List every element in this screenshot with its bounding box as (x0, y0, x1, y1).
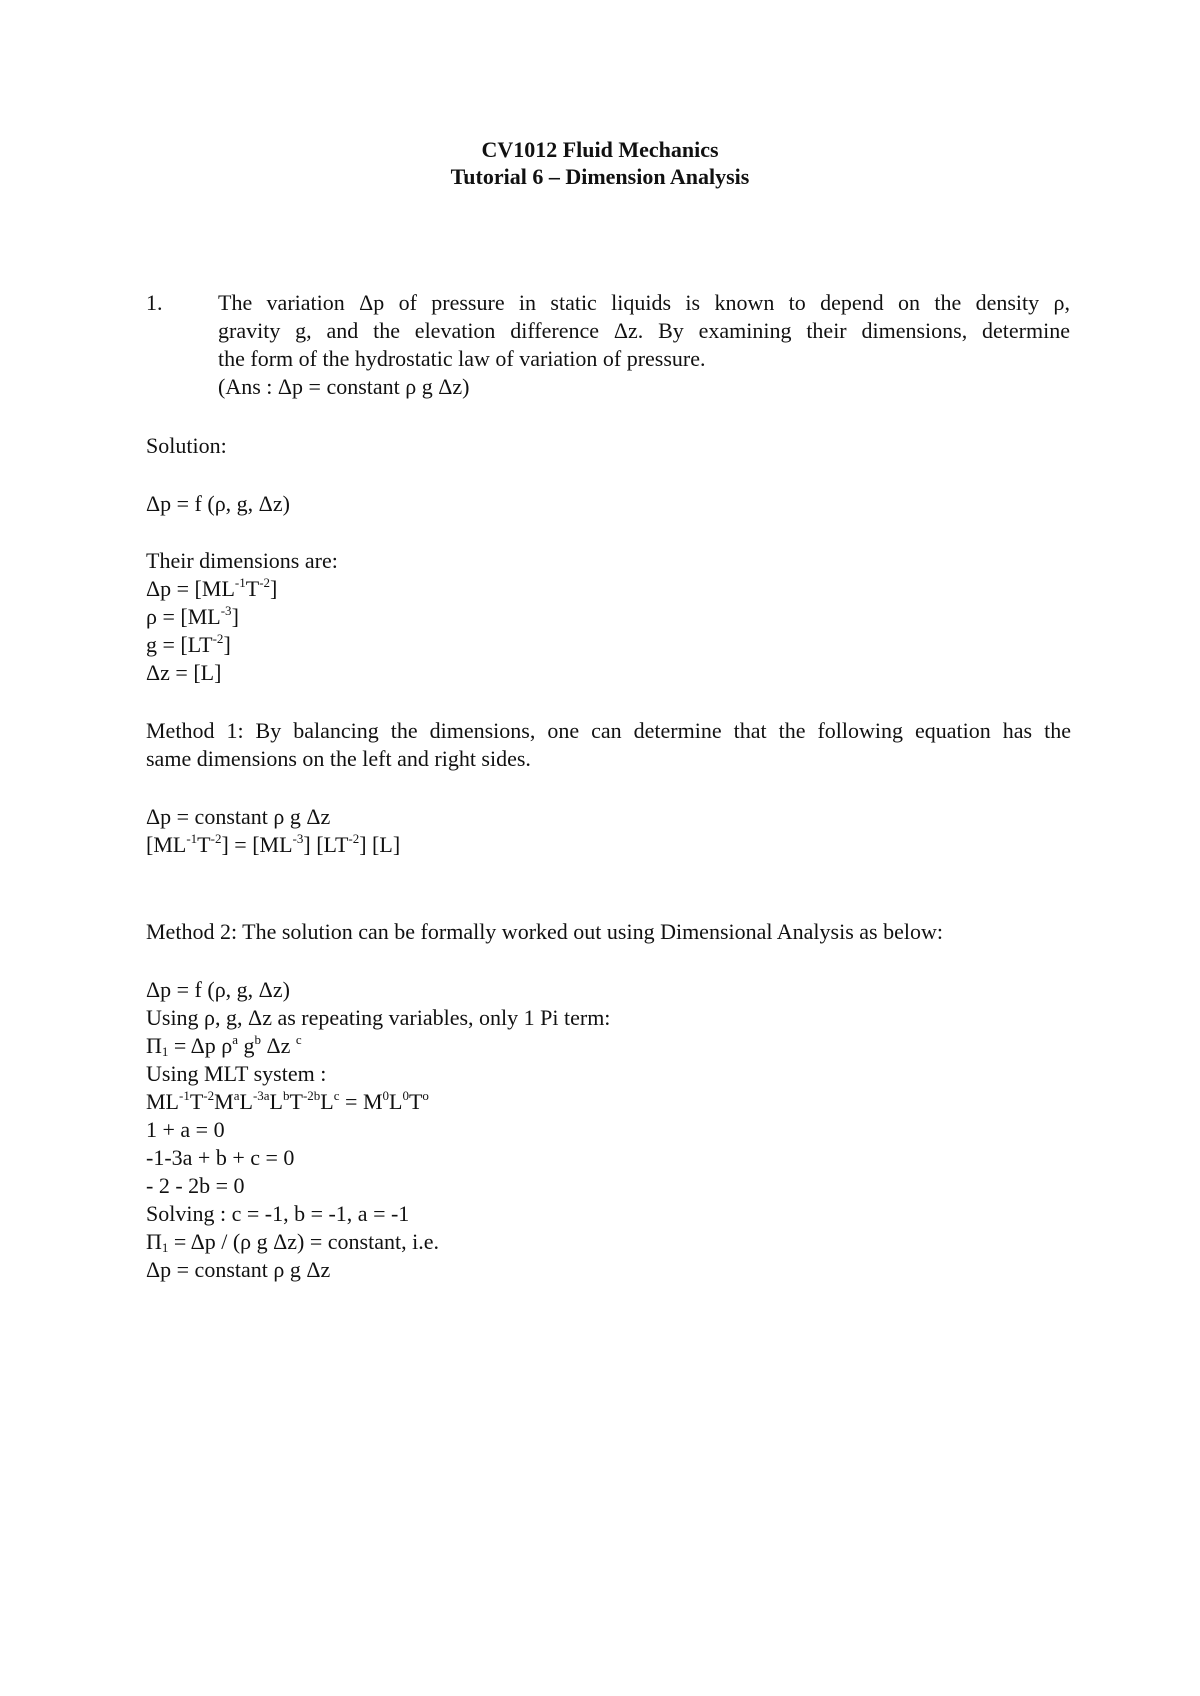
method2-repeating: Using ρ, g, Δz as repeating variables, only 1 Pi term: (146, 1005, 611, 1030)
method2-pi-definition: $\Pi_1 = \Delta p$ $\rho^a$ $g^b$ Δz $^c$ (146, 1032, 302, 1059)
question-line-2: gravity g, and the elevation difference Δz. By examining their dimensions, determine (218, 318, 1070, 343)
dim-g: $g = [LT^{-2}]$ (146, 631, 231, 657)
method2-eq-t: - 2 - 2b = 0 (146, 1173, 245, 1198)
dim-rho: $\rho = [ML^{-3}]$ (146, 603, 239, 629)
dim-dp: $\Delta p = [ML^{-1}T^{-2}]$ (146, 575, 278, 601)
method1-equation: Δp = constant ρ g Δz (146, 804, 331, 829)
method2-eq-l: -1-3a + b + c = 0 (146, 1145, 295, 1170)
method2-intro: Method 2: The solution can be formally worked out using Dimensional Analysis as below: (146, 919, 943, 944)
dim-dz: Δz = [L] (146, 660, 222, 685)
method2-eq-m: 1 + a = 0 (146, 1117, 225, 1142)
dimensions-heading: Their dimensions are: (146, 548, 338, 573)
tutorial-title: Tutorial 6 – Dimension Analysis (450, 164, 750, 189)
method2-solving: Solving : c = -1, b = -1, a = -1 (146, 1201, 410, 1226)
question-line-1: The variation Δp of pressure in static liquids is known to depend on the density ρ, (218, 290, 1070, 315)
method1-line-2: same dimensions on the left and right sides. (146, 746, 531, 771)
solution-function: Δp = f (ρ, g, Δz) (146, 491, 290, 516)
question-number: 1. (146, 290, 163, 315)
method2-function: Δp = f (ρ, g, Δz) (146, 977, 290, 1002)
method2-pi-result: $\Pi_1 = \Delta p / (\rho$ g Δz) = constant, i.e. (146, 1229, 439, 1255)
method2-final: Δp = constant ρ g Δz (146, 1257, 331, 1282)
solution-heading: Solution: (146, 433, 227, 458)
question-answer: (Ans : Δp = constant ρ g Δz) (218, 374, 470, 399)
method1-line-1: Method 1: By balancing the dimensions, one can determine that the following equation has the (146, 718, 1071, 743)
method1-dimension-equation: $[ML^{-1}T^{-2}] = [ML^{-3}]$ $[LT^{-2}]$ [L] (146, 831, 401, 857)
method2-mlt-equation: $ML^{-1}T^{-2}M^aL^{-3a}L^bT^{-2b}L^c = M^0L^0T^o$ (146, 1088, 429, 1114)
course-title: CV1012 Fluid Mechanics (481, 137, 719, 162)
question-line-3: the form of the hydrostatic law of variation of pressure. (218, 346, 706, 371)
method2-mlt-heading: Using MLT system : (146, 1061, 327, 1086)
